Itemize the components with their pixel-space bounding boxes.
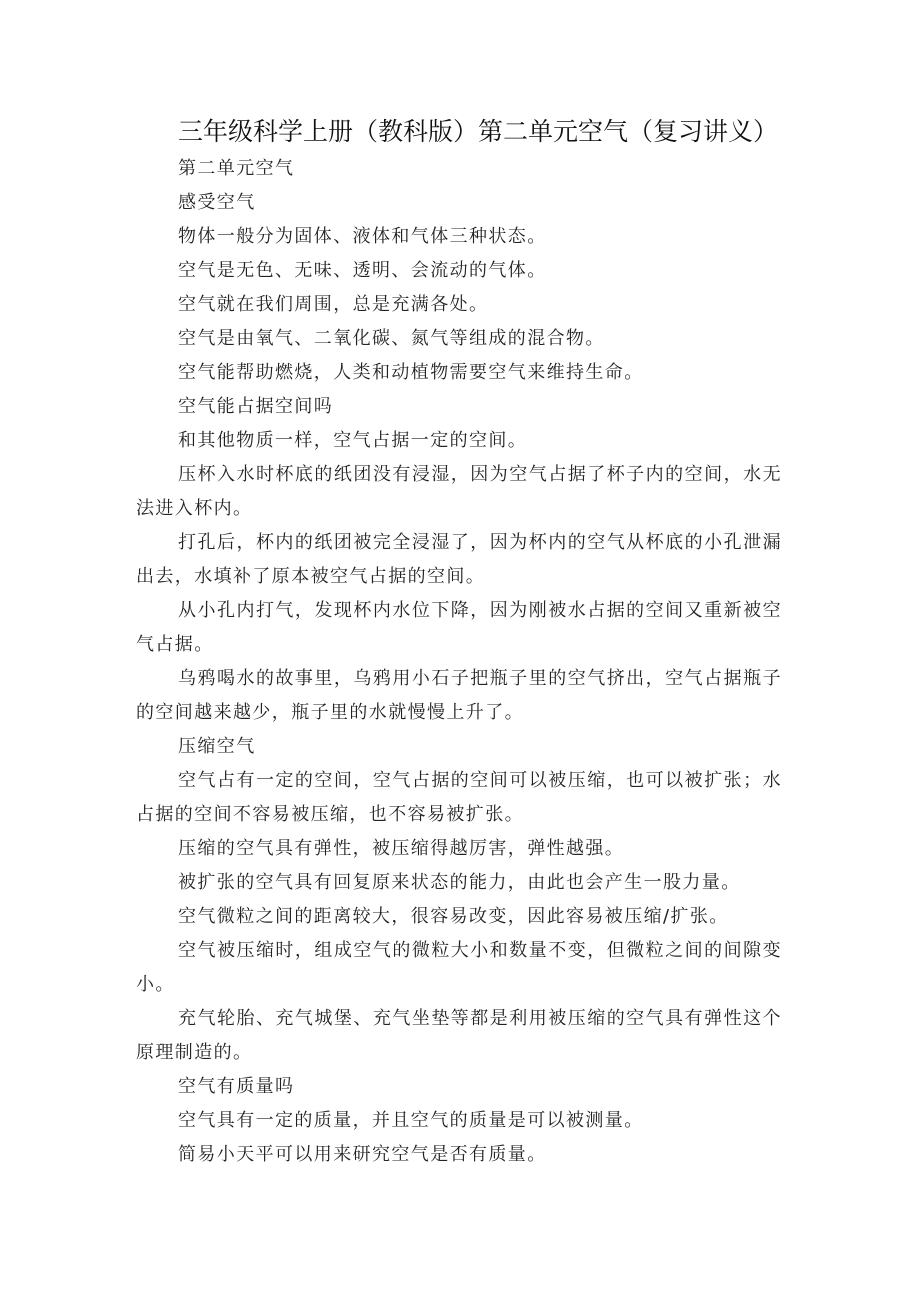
- paragraph: 空气就在我们周围，总是充满各处。: [178, 294, 489, 315]
- paragraph: 第二单元空气: [178, 158, 295, 179]
- paragraph: 感受空气: [178, 192, 256, 213]
- paragraph: 空气能帮助燃烧，人类和动植物需要空气来维持生命。: [178, 362, 644, 383]
- document-title: 三年级科学上册（教科版）第二单元空气（复习讲义）: [178, 117, 779, 146]
- paragraph: 从小孔内打气，发现杯内水位下降，因为刚被水占据的空间又重新被空气占据。: [136, 600, 782, 655]
- paragraph: 空气能占据空间吗: [178, 396, 334, 417]
- paragraph: 空气微粒之间的距离较大，很容易改变，因此容易被压缩/扩张。: [178, 906, 729, 927]
- paragraph: 和其他物质一样，空气占据一定的空间。: [178, 430, 528, 451]
- paragraph: 压缩空气: [178, 736, 256, 757]
- paragraph: 压杯入水时杯底的纸团没有浸湿，因为空气占据了杯子内的空间，水无法进入杯内。: [136, 464, 782, 519]
- paragraph: 空气是无色、无味、透明、会流动的气体。: [178, 260, 547, 281]
- paragraph: 空气有质量吗: [178, 1076, 295, 1097]
- paragraph: 简易小天平可以用来研究空气是否有质量。: [178, 1144, 547, 1165]
- paragraph: 空气是由氧气、二氧化碳、氮气等组成的混合物。: [178, 328, 605, 349]
- paragraph: 乌鸦喝水的故事里，乌鸦用小石子把瓶子里的空气挤出，空气占据瓶子的空间越来越少，瓶子里的水就慢慢上升了。: [136, 668, 782, 723]
- paragraph: 充气轮胎、充气城堡、充气坐垫等都是利用被压缩的空气具有弹性这个原理制造的。: [136, 1008, 782, 1063]
- paragraph: 被扩张的空气具有回复原来状态的能力，由此也会产生一股力量。: [178, 872, 741, 893]
- paragraph: 空气占有一定的空间，空气占据的空间可以被压缩，也可以被扩张；水占据的空间不容易被压缩，也不容易被扩张。: [136, 770, 782, 825]
- paragraph: 打孔后，杯内的纸团被完全浸湿了，因为杯内的空气从杯底的小孔泄漏出去，水填补了原本被空气占据的空间。: [136, 532, 782, 587]
- document-body: [136, 152, 782, 1172]
- paragraph: 空气具有一定的质量，并且空气的质量是可以被测量。: [178, 1110, 644, 1131]
- paragraph: 空气被压缩时，组成空气的微粒大小和数量不变，但微粒之间的间隙变小。: [136, 940, 782, 995]
- paragraph: 压缩的空气具有弹性，被压缩得越厉害，弹性越强。: [178, 838, 625, 859]
- paragraph: 物体一般分为固体、液体和气体三种状态。: [178, 226, 547, 247]
